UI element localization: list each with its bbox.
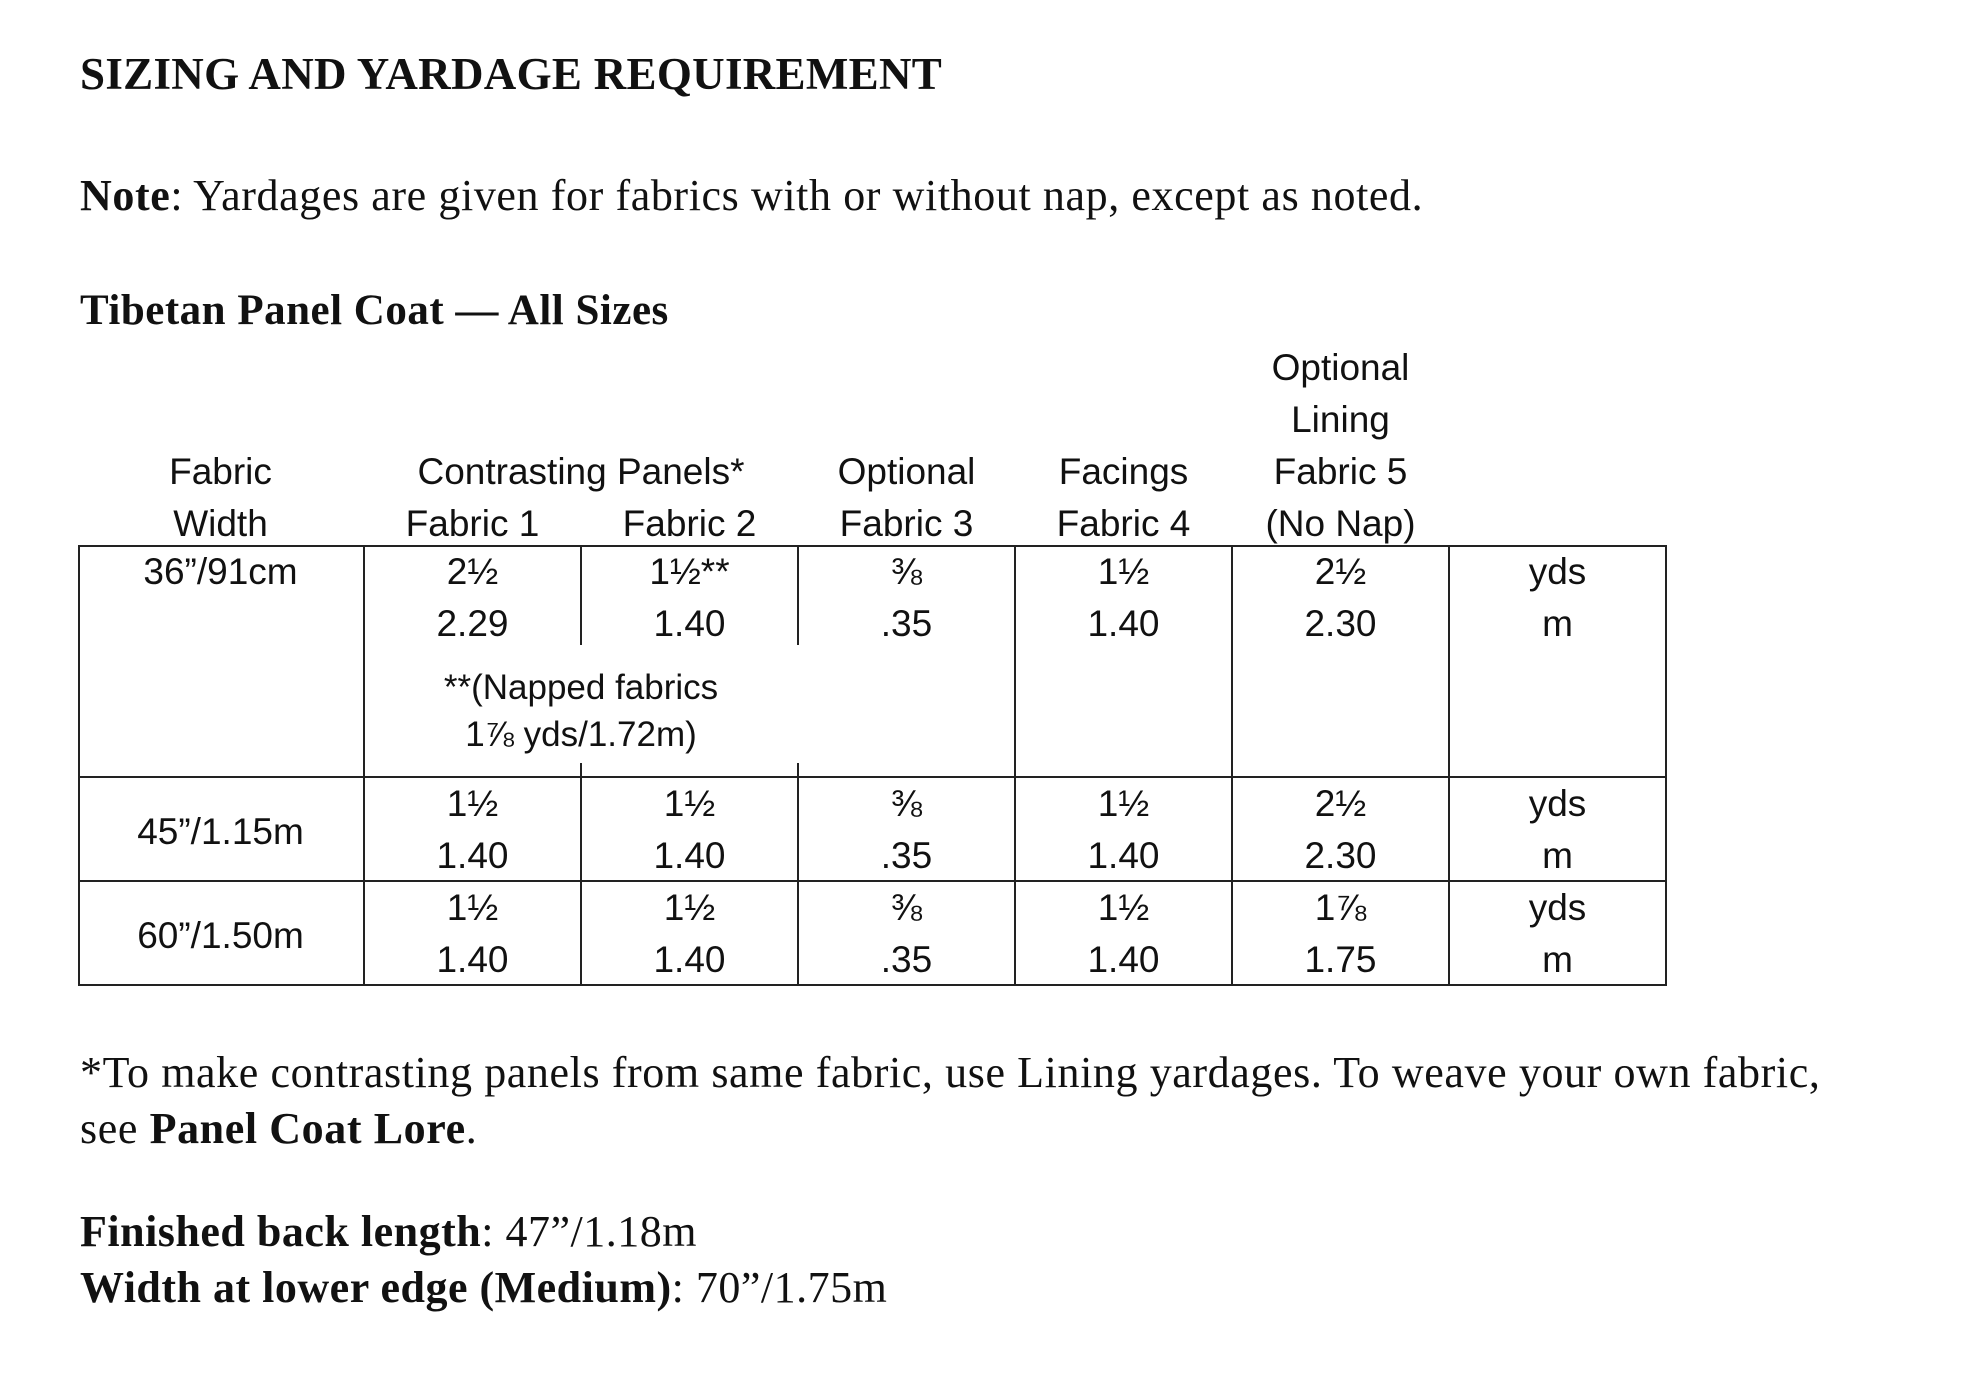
row1-fabric1: [364, 546, 581, 650]
row1-fabric2-yds: 1½**: [649, 551, 730, 592]
header-fabric-width-line1: Fabric: [169, 451, 272, 492]
header-fabric1: Fabric 1: [405, 503, 540, 544]
row1-fabric3-yds: ⅜: [891, 551, 922, 592]
table-title: Tibetan Panel Coat — All Sizes: [80, 287, 669, 334]
row3-fabric1: [364, 882, 581, 986]
header-fabric4: [1015, 446, 1232, 550]
width-lower-edge-label: Width at lower edge (Medium): [80, 1263, 672, 1312]
header-fabric4-line2: Fabric 4: [1056, 503, 1191, 544]
row1-fabric5-yds: 2½: [1314, 551, 1367, 592]
row1-fabric1-m: 2.29: [436, 603, 509, 644]
row2-fabric1: [364, 778, 581, 882]
header-fabric3: [798, 446, 1015, 550]
row3-unit-m: m: [1542, 939, 1573, 980]
section-title: SIZING AND YARDAGE REQUIREMENT: [80, 49, 943, 99]
row3-fabric3: [798, 882, 1015, 986]
row2-fabric1-m: 1.40: [436, 835, 509, 876]
footnote-line2-prefix: see: [80, 1104, 150, 1153]
row1-unit-yds: yds: [1528, 551, 1587, 592]
header-fabric-width-line2: Width: [173, 503, 268, 544]
row1-fabric5: [1232, 546, 1449, 650]
header-fabric5: [1232, 342, 1449, 550]
row3-fabric5: [1232, 882, 1449, 986]
width-lower-edge-value: : 70”/1.75m: [671, 1263, 888, 1312]
row2-fabric4: [1015, 778, 1232, 882]
row2-fabric3-m: .35: [880, 835, 933, 876]
row3-fabric1-yds: 1½: [446, 887, 499, 928]
row2-fabric4-yds: 1½: [1097, 783, 1150, 824]
row3-fabric2-m: 1.40: [653, 939, 726, 980]
row3-fabric2: [581, 882, 798, 986]
row2-fabric3: [798, 778, 1015, 882]
row3-fabric1-m: 1.40: [436, 939, 509, 980]
row1-fabric4-m: 1.40: [1087, 603, 1160, 644]
row2-fabric5: [1232, 778, 1449, 882]
header-fabric5-line3: Fabric 5: [1273, 451, 1408, 492]
row1-fabric5-m: 2.30: [1304, 603, 1377, 644]
row1-fabric2-m: 1.40: [653, 603, 726, 644]
row2-fabric2-m: 1.40: [653, 835, 726, 876]
row1-width: 36”/91cm: [143, 551, 298, 592]
row2-units: [1449, 778, 1666, 882]
header-fabric3-line1: Optional: [837, 451, 976, 492]
row3-fabric3-yds: ⅜: [891, 887, 922, 928]
row2-width: 45”/1.15m: [137, 811, 304, 852]
row1-fabric4-yds: 1½: [1097, 551, 1150, 592]
row2-fabric2: [581, 778, 798, 882]
footnote-line2-suffix: .: [465, 1104, 478, 1153]
header-fabric5-line4: (No Nap): [1265, 503, 1416, 544]
row3-fabric2-yds: 1½: [663, 887, 716, 928]
header-contrasting-panels: Contrasting Panels*: [417, 451, 745, 492]
row2-unit-yds: yds: [1528, 783, 1587, 824]
row2-fabric1-yds: 1½: [446, 783, 499, 824]
header-fabric2: Fabric 2: [622, 503, 757, 544]
row1-napped-note-line2: 1⅞ yds/1.72m): [465, 715, 697, 754]
row3-fabric5-m: 1.75: [1304, 939, 1377, 980]
finished-back-length: [80, 1206, 697, 1257]
row2-fabric4-m: 1.40: [1087, 835, 1160, 876]
finished-back-length-value: : 47”/1.18m: [481, 1207, 697, 1256]
row1-fabric3-m: .35: [880, 603, 933, 644]
row3-fabric4: [1015, 882, 1232, 986]
header-fabric3-line2: Fabric 3: [839, 503, 974, 544]
row1-fabric4: [1015, 546, 1232, 650]
row2-fabric2-yds: 1½: [663, 783, 716, 824]
row2-fabric5-yds: 2½: [1314, 783, 1367, 824]
footnote: [80, 1045, 1820, 1157]
row3-fabric5-yds: 1⅞: [1314, 887, 1367, 928]
header-fabric-width: [78, 446, 363, 550]
footnote-line2: [80, 1101, 1820, 1157]
width-lower-edge: [80, 1262, 887, 1313]
footnote-line1: *To make contrasting panels from same fabric, use Lining yardages. To weave your own fabric,: [80, 1048, 1821, 1097]
row1-fabric2: [581, 546, 798, 650]
row1-unit-m: m: [1542, 603, 1573, 644]
row3-unit-yds: yds: [1528, 887, 1587, 928]
header-fabric5-line1: Optional: [1271, 347, 1410, 388]
row2-fabric5-m: 2.30: [1304, 835, 1377, 876]
note-text: : Yardages are given for fabrics with or without nap, except as noted.: [170, 171, 1424, 220]
row1-napped-note-line1: **(Napped fabrics: [443, 668, 719, 707]
row3-fabric4-yds: 1½: [1097, 887, 1150, 928]
finished-back-length-label: Finished back length: [80, 1207, 482, 1256]
row3-fabric4-m: 1.40: [1087, 939, 1160, 980]
row3-fabric3-m: .35: [880, 939, 933, 980]
row3-units: [1449, 882, 1666, 986]
header-fabric4-line1: Facings: [1058, 451, 1189, 492]
header-fabric5-line2: Lining: [1291, 399, 1390, 440]
row2-fabric3-yds: ⅜: [891, 783, 922, 824]
row1-units: [1449, 546, 1666, 650]
row1-fabric3: [798, 546, 1015, 650]
note-line: [80, 170, 1423, 221]
row2-unit-m: m: [1542, 835, 1573, 876]
row1-fabric1-yds: 2½: [446, 551, 499, 592]
panel-coat-lore-reference: Panel Coat Lore: [149, 1104, 466, 1153]
row1-napped-note: [364, 664, 798, 758]
note-label: Note: [80, 171, 171, 220]
row3-width: 60”/1.50m: [137, 915, 304, 956]
